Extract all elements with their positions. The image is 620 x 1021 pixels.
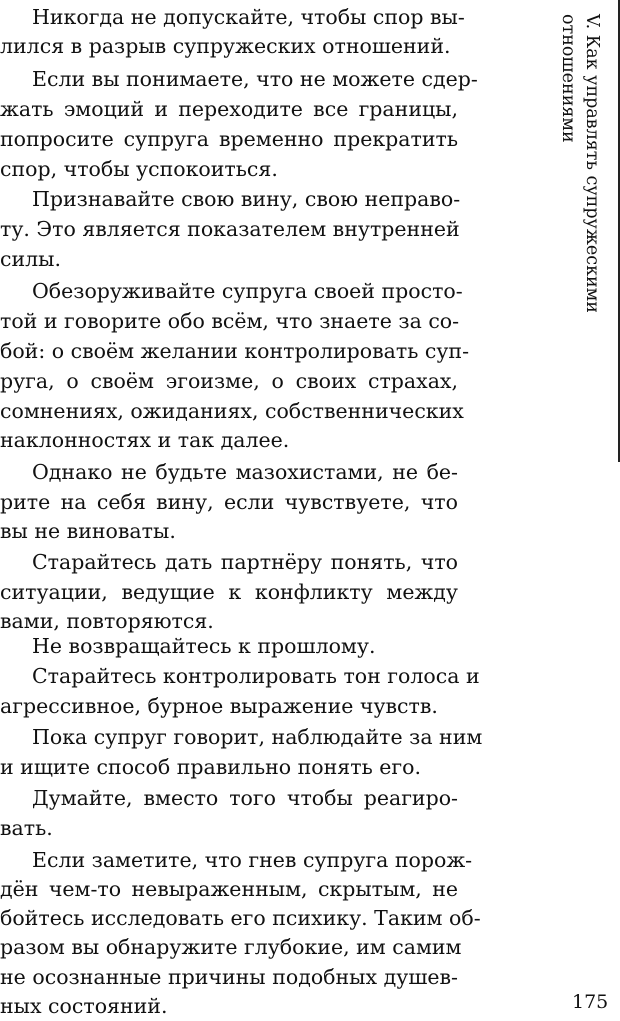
text-line: той и говорите обо всём, что знаете за со- [0,309,460,333]
text-line: дён чем-то невыраженным, скрытым, не [0,877,458,901]
text-line: разом вы обнаружите глубокие, им самим [0,935,462,959]
text-line: Если вы понимаете, что не можете сдер- [32,67,478,91]
text-line: лился в разрыв супружеских отношений. [0,34,451,58]
text-line: бой: о своём желании контролировать суп- [0,339,470,363]
text-line: бойтесь исследовать его психику. Таким об- [0,906,481,930]
text-line: руга, о своём эгоизме, о своих страхах, [0,369,458,393]
text-line: Старайтесь дать партнёру понять, что [32,550,458,574]
text-line: Признавайте свою вину, свою неправо- [32,187,461,211]
text-line: спор, чтобы успокоиться. [0,157,278,181]
text-line: попросите супруга временно прекратить [0,127,458,151]
text-line: ных состояний. [0,994,168,1018]
text-line: ситуации, ведущие к конфликту между [0,580,458,604]
text-line: Обезоруживайте супруга своей просто- [32,279,463,303]
text-line: ту. Это является показателем внутренней [0,217,460,241]
text-line: Старайтесь контролировать тон голоса и [32,664,480,688]
running-header [556,14,604,313]
text-line: силы. [0,247,61,271]
text-line: Не возвращайтесь к прошлому. [32,634,376,658]
text-line: Пока супруг говорит, наблюдайте за ним [32,725,483,749]
text-line: наклонностях и так далее. [0,428,290,452]
running-header-line: V. Как управлять супружескими [582,14,602,313]
text-line: вать. [0,816,53,840]
text-line: Никогда не допускайте, чтобы спор вы- [32,5,465,29]
text-line: вы не виноваты. [0,519,176,543]
text-line: Однако не будьте мазохистами, не бе- [32,460,458,484]
running-header-line: отношениями [558,14,578,143]
text-line: рите на себя вину, если чувствуете, что [0,490,458,514]
text-line: жать эмоций и переходите все границы, [0,97,458,121]
text-line: Если заметите, что гнев супруга порож- [32,848,473,872]
text-line: агрессивное, бурное выражение чувств. [0,694,438,718]
text-line: вами, повторяются. [0,609,214,633]
text-line: и ищите способ правильно понять его. [0,755,421,779]
text-line: не осознанные причины подобных душев- [0,965,458,989]
text-line: Думайте, вместо того чтобы реагиро- [32,786,458,810]
page-number: 175 [572,991,609,1013]
text-line: сомнениях, ожиданиях, собственнических [0,399,464,423]
